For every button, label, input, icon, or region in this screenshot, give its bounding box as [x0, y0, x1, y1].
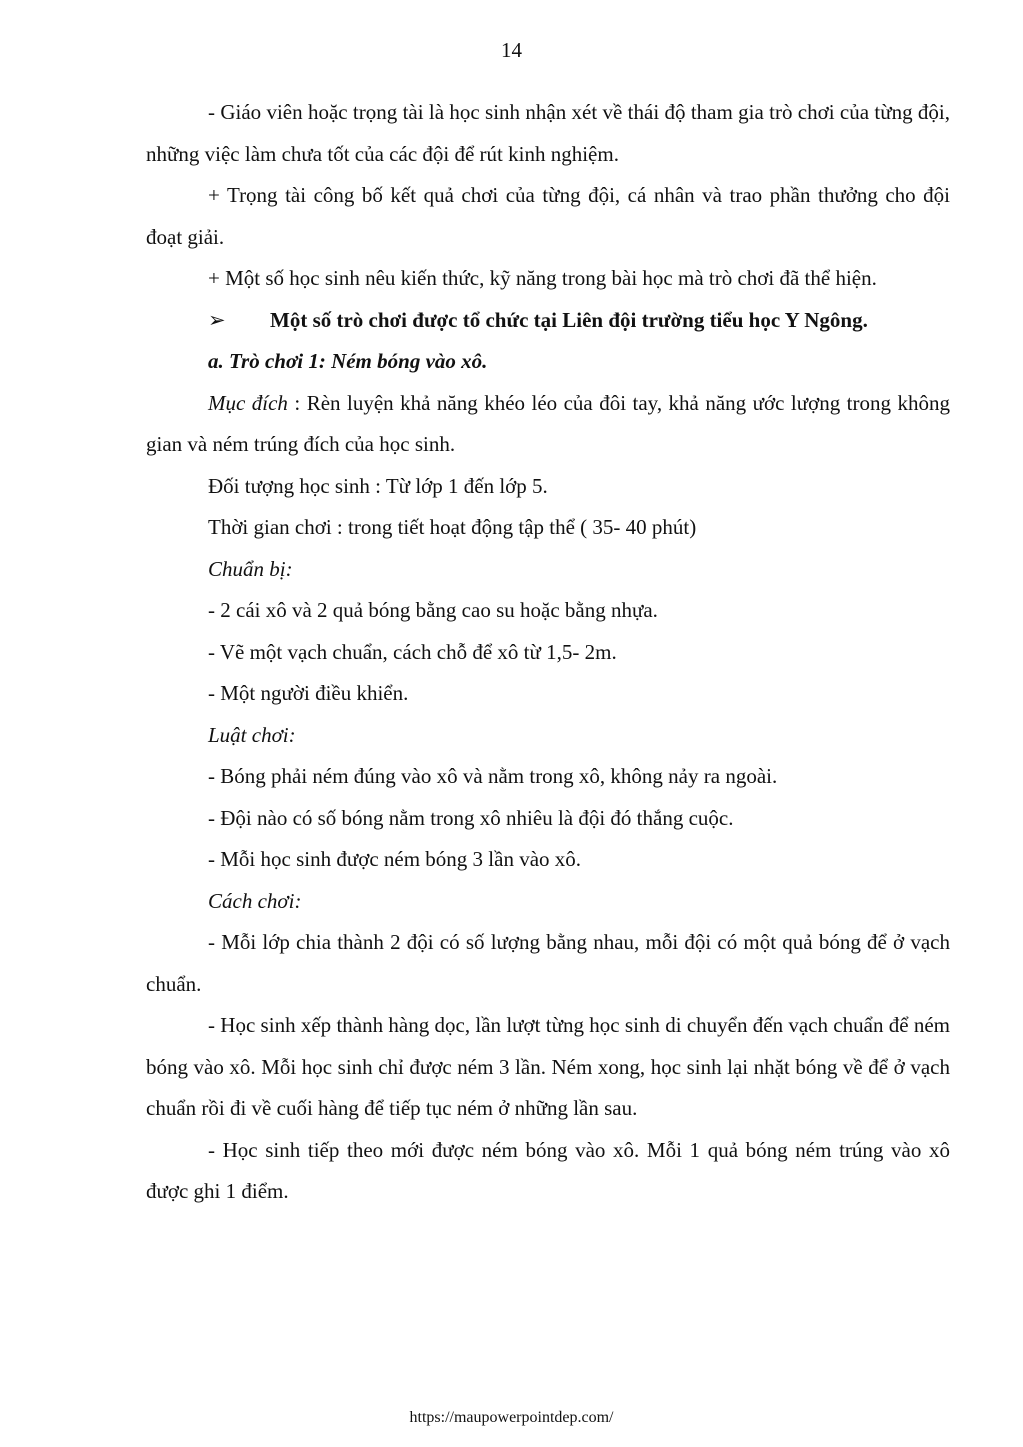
purpose-text: : Rèn luyện khả năng khéo léo của đôi tay, khả năng ước lượng trong không gian và ném trúng đích của học sinh. [146, 390, 950, 456]
section-heading-text: Một số trò chơi được tổ chức tại Liên đội trường tiểu học Y Ngông. [270, 307, 868, 332]
arrow-bullet-icon: ➢ [208, 307, 226, 332]
prep-label: Chuẩn bị: [208, 556, 293, 581]
prep-item: - 2 cái xô và 2 quả bóng bằng cao su hoặc bằng nhựa. [208, 598, 658, 622]
paragraph-student-knowledge: + Một số học sinh nêu kiến thức, kỹ năng trong bài học mà trò chơi đã thể hiện. [208, 266, 877, 290]
howto-item: - Mỗi lớp chia thành 2 đội có số lượng bằng nhau, mỗi đội có một quả bóng để ở vạch chuẩn. [146, 930, 950, 996]
howto-item: - Học sinh xếp thành hàng dọc, lần lượt từng học sinh di chuyển đến vạch chuẩn để ném bóng vào xô. Mỗi học sinh chỉ được ném 3 lần. Ném xong, học sinh lại nhặt bóng về để ở vạch chuẩn rồi đi về cuối hàng để tiếp tục ném ở những lần sau. [146, 1013, 950, 1120]
prep-item: - Một người điều khiển. [208, 681, 409, 705]
page-number: 14 [501, 38, 522, 62]
paragraph-target: Đối tượng học sinh : Từ lớp 1 đến lớp 5. [208, 473, 548, 498]
document-body [146, 92, 950, 1213]
game-title: a. Trò chơi 1: Ném bóng vào xô. [208, 349, 488, 373]
prep-item: - Vẽ một vạch chuẩn, cách chỗ để xô từ 1,5- 2m. [208, 639, 617, 664]
howto-item: - Học sinh tiếp theo mới được ném bóng vào xô. Mỗi 1 quả bóng ném trúng vào xô được ghi 1 điểm. [146, 1137, 950, 1203]
paragraph-referee-results: + Trọng tài công bố kết quả chơi của từng đội, cá nhân và trao phần thưởng cho đội đoạt giải. [146, 183, 950, 249]
howto-label: Cách chơi: [208, 888, 302, 913]
rule-item: - Bóng phải ném đúng vào xô và nằm trong xô, không nảy ra ngoài. [208, 764, 778, 788]
paragraph-time: Thời gian chơi : trong tiết hoạt động tập thể ( 35- 40 phút) [208, 515, 697, 539]
rules-label: Luật chơi: [208, 722, 296, 747]
rule-item: - Mỗi học sinh được ném bóng 3 lần vào xô. [208, 847, 582, 871]
paragraph-teacher-review: - Giáo viên hoặc trọng tài là học sinh nhận xét về thái độ tham gia trò chơi của từng đội, những việc làm chưa tốt của các đội để rút kinh nghiệm. [146, 100, 950, 166]
section-heading [146, 300, 950, 342]
paragraph-purpose [146, 383, 950, 466]
footer-url: https://maupowerpointdep.com/ [409, 1409, 614, 1426]
purpose-label: Mục đích [208, 390, 288, 415]
rule-item: - Đội nào có số bóng nằm trong xô nhiêu là đội đó thắng cuộc. [208, 805, 734, 830]
